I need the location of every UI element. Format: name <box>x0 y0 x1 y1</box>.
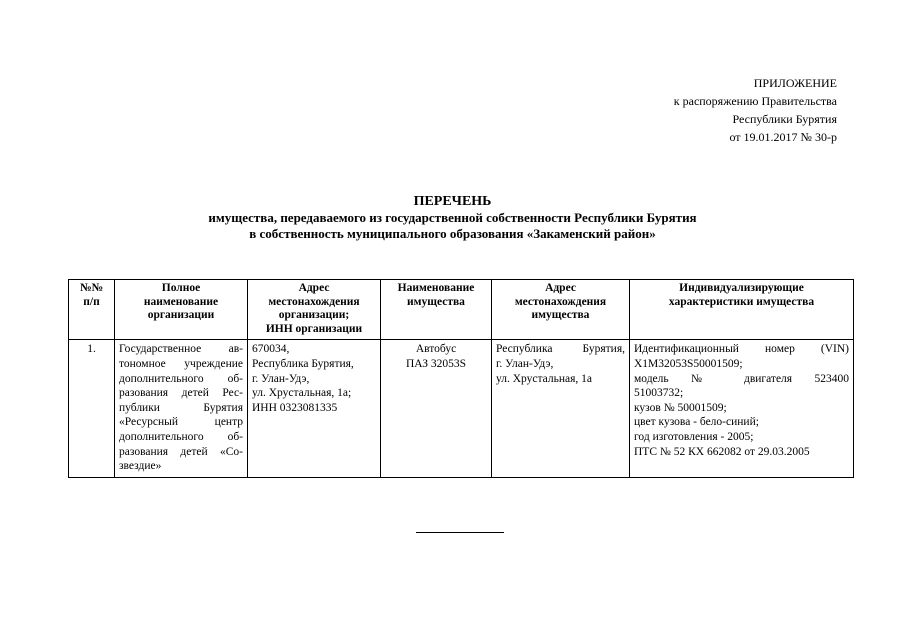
header-characteristics: Индивидуализирующие характеристики имущества <box>630 280 854 340</box>
document-title <box>0 194 905 242</box>
appendix-republic: Республики Бурятия <box>732 112 837 126</box>
appendix-date: от 19.01.2017 № 30-р <box>729 130 837 144</box>
header-property-name: Наименование имущества <box>381 280 492 340</box>
row-characteristics: Идентификационный номер (VIN) Х1М32053S50001509; модель № двигателя 523400 51003732; кузов № 50001509; цвет кузова - бело-синий; год изготовления - 2005; ПТС № 52 КХ 662082 от 29.03.2005 <box>630 340 854 477</box>
property-table <box>68 279 854 478</box>
appendix-ref: к распоряжению Правительства <box>673 94 837 108</box>
appendix-block <box>674 74 837 146</box>
row-number: 1. <box>69 340 115 477</box>
header-number: №№ п/п <box>69 280 115 340</box>
title-line-2: имущества, передаваемого из государственной собственности Республики Бурятия <box>208 210 697 225</box>
table-row <box>69 340 854 477</box>
row-org-name: Государственное ав- тономное учреждение дополнительного об- разования детей Рес- публики Бурятия «Ресурсный центр дополнительного об- разования детей «Со- звездие» <box>115 340 248 477</box>
table-header-row <box>69 280 854 340</box>
row-property-name: Автобус ПАЗ 32053S <box>381 340 492 477</box>
closing-divider <box>416 532 504 533</box>
row-property-address: Республика Бурятия, г. Улан-Удэ, ул. Хрустальная, 1а <box>492 340 630 477</box>
title-main: ПЕРЕЧЕНЬ <box>413 194 492 209</box>
header-org-address: Адрес местонахождения организации; ИНН организации <box>248 280 381 340</box>
header-org-name: Полное наименование организации <box>115 280 248 340</box>
title-line-3: в собственность муниципального образования «Закаменский район» <box>249 226 656 241</box>
row-org-address: 670034, Республика Бурятия, г. Улан-Удэ, ул. Хрустальная, 1а; ИНН 0323081335 <box>248 340 381 477</box>
appendix-title: ПРИЛОЖЕНИЕ <box>753 76 837 90</box>
header-property-address: Адрес местонахождения имущества <box>492 280 630 340</box>
